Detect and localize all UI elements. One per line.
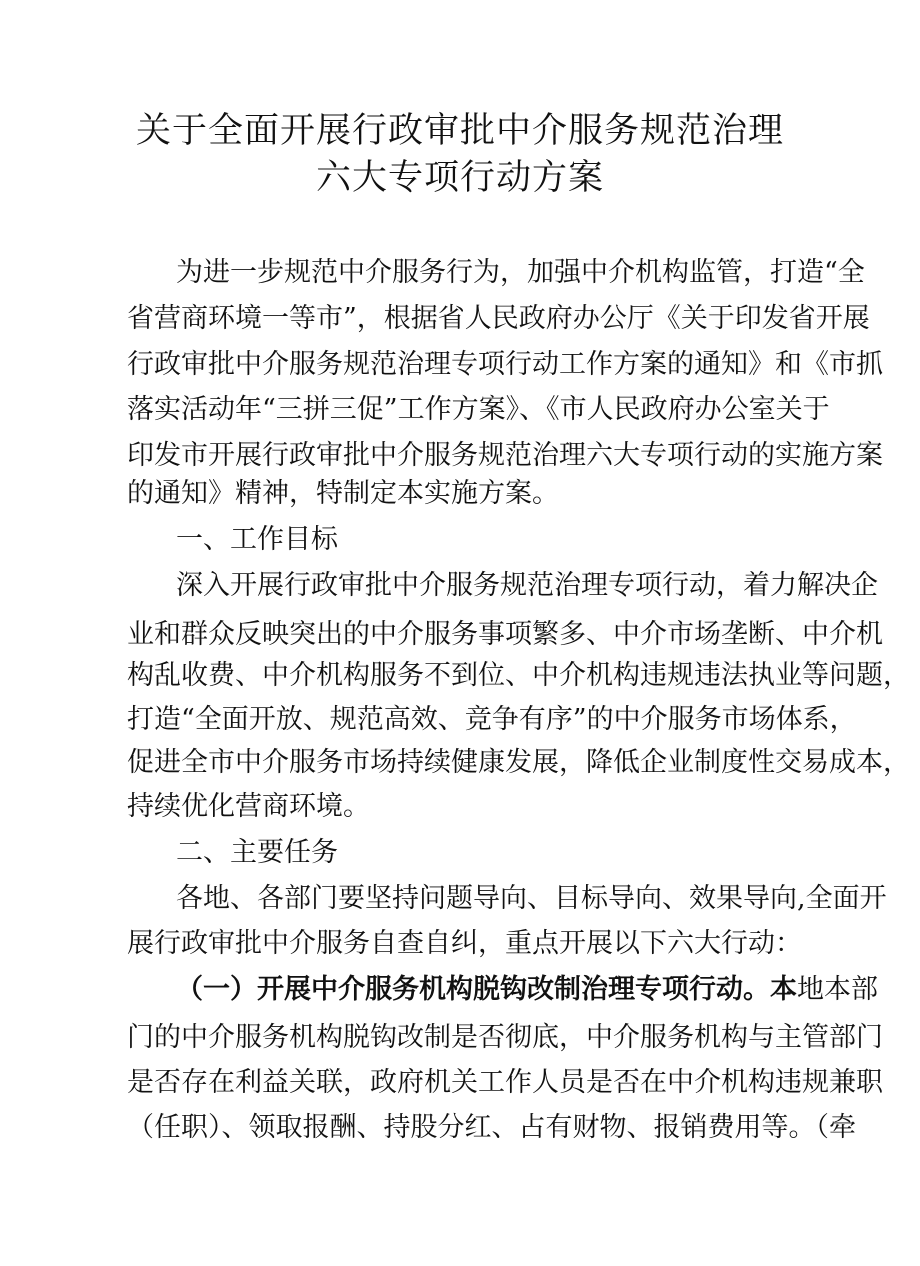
task-1-line-4: （任职）、领取报酬、持股分红、占有财物、报销费用等。（牵 <box>127 1112 856 1143</box>
section-1-line-2: 业和群众反映突出的中介服务事项繁多、中介市场垄断、中介机 <box>127 619 883 650</box>
task-1-line-3: 是否存在利益关联，政府机关工作人员是否在中介机构违规兼职 <box>127 1067 883 1098</box>
task-1-bold-heading: （一）开展中介服务机构脱钩改制治理专项行动。本 <box>176 974 797 1005</box>
section-1-heading: 一、工作目标 <box>176 524 338 555</box>
section-1-line-3: 构乱收费、中介机构服务不到位、中介机构违规违法执业等问题， <box>127 660 910 691</box>
task-1-line-2: 门的中介服务机构脱钩改制是否彻底，中介服务机构与主管部门 <box>127 1022 883 1053</box>
section-1-line-5: 促进全市中介服务市场持续健康发展，降低企业制度性交易成本， <box>127 747 910 778</box>
section-1-line-1: 深入开展行政审批中介服务规范治理专项行动，着力解决企 <box>176 570 878 601</box>
document-title-line-1: 关于全面开展行政审批中介服务规范治理 <box>135 111 784 151</box>
intro-line-2: 省营商环境一等市”，根据省人民政府办公厅《关于印发省开展 <box>127 303 870 334</box>
intro-line-3: 行政审批中介服务规范治理专项行动工作方案的通知》和《市抓 <box>127 349 883 380</box>
section-2-line-1: 各地、各部门要坚持问题导向、目标导向、效果导向,全面开 <box>176 883 887 914</box>
document-title-line-2: 六大专项行动方案 <box>315 158 604 198</box>
section-1-line-4: 打造“全面开放、规范高效、竞争有序”的中介服务市场体系， <box>127 704 857 735</box>
intro-line-6: 的通知》精神，特制定本实施方案。 <box>127 478 559 509</box>
section-2-heading: 二、主要任务 <box>176 837 338 868</box>
intro-line-4: 落实活动年“三拼三促”工作方案》、《市人民政府办公室关于 <box>127 394 830 425</box>
section-2-line-2: 展行政审批中介服务自查自纠，重点开展以下六大行动： <box>127 928 802 959</box>
intro-line-5: 印发市开展行政审批中介服务规范治理六大专项行动的实施方案 <box>127 440 883 471</box>
section-1-line-6: 持续优化营商环境。 <box>127 791 370 822</box>
task-1-first-line <box>176 969 878 1011</box>
task-1-text-start: 地本部 <box>797 974 878 1005</box>
intro-line-1: 为进一步规范中介服务行为，加强中介机构监管，打造“全 <box>176 257 865 288</box>
